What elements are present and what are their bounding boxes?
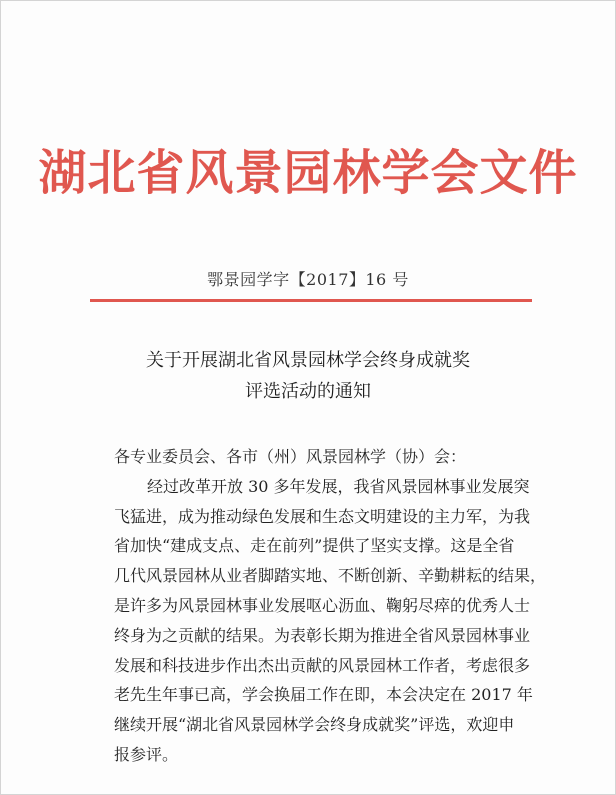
body-line: 老先生年事已高，学会换届工作在即，本会决定在 2017 年 (114, 685, 533, 705)
notice-title (1, 345, 615, 407)
body-line: 终身为之贡献的结果。为表彰长期为推进全省风景园林事业 (114, 625, 531, 645)
body-line: 继续开展“湖北省风景园林学会终身成就奖”评选，欢迎申 (114, 715, 515, 735)
body-line: 几代风景园林从业者脚踏实地、不断创新、辛勤耕耘的结果， (114, 566, 547, 586)
notice-body (114, 442, 547, 770)
notice-title-line: 评选活动的通知 (245, 381, 371, 402)
document-number: 鄂景园学字【2017】16 号 (207, 270, 409, 289)
body-line: 发展和科技进步作出杰出贡献的风景园林工作者，考虑很多 (114, 655, 531, 675)
document-masthead-title: 湖北省风景园林学会文件 (38, 145, 578, 201)
body-line: 飞猛进，成为推动绿色发展和生态文明建设的主力军，为我 (114, 506, 531, 526)
red-divider-rule (90, 299, 532, 302)
body-line: 报参评。 (114, 744, 179, 764)
notice-title-line: 关于开展湖北省风景园林学会终身成就奖 (146, 350, 470, 371)
body-line: 经过改革开放 30 多年发展，我省风景园林事业发展突 (147, 476, 530, 496)
body-line: 是许多为风景园林事业发展呕心沥血、鞠躬尽瘁的优秀人士 (114, 595, 531, 615)
body-line: 省加快“建成支点、走在前列”提供了坚实支撑。这是全省 (114, 536, 515, 556)
salutation: 各专业委员会、各市（州）风景园林学（协）会： (114, 447, 467, 466)
